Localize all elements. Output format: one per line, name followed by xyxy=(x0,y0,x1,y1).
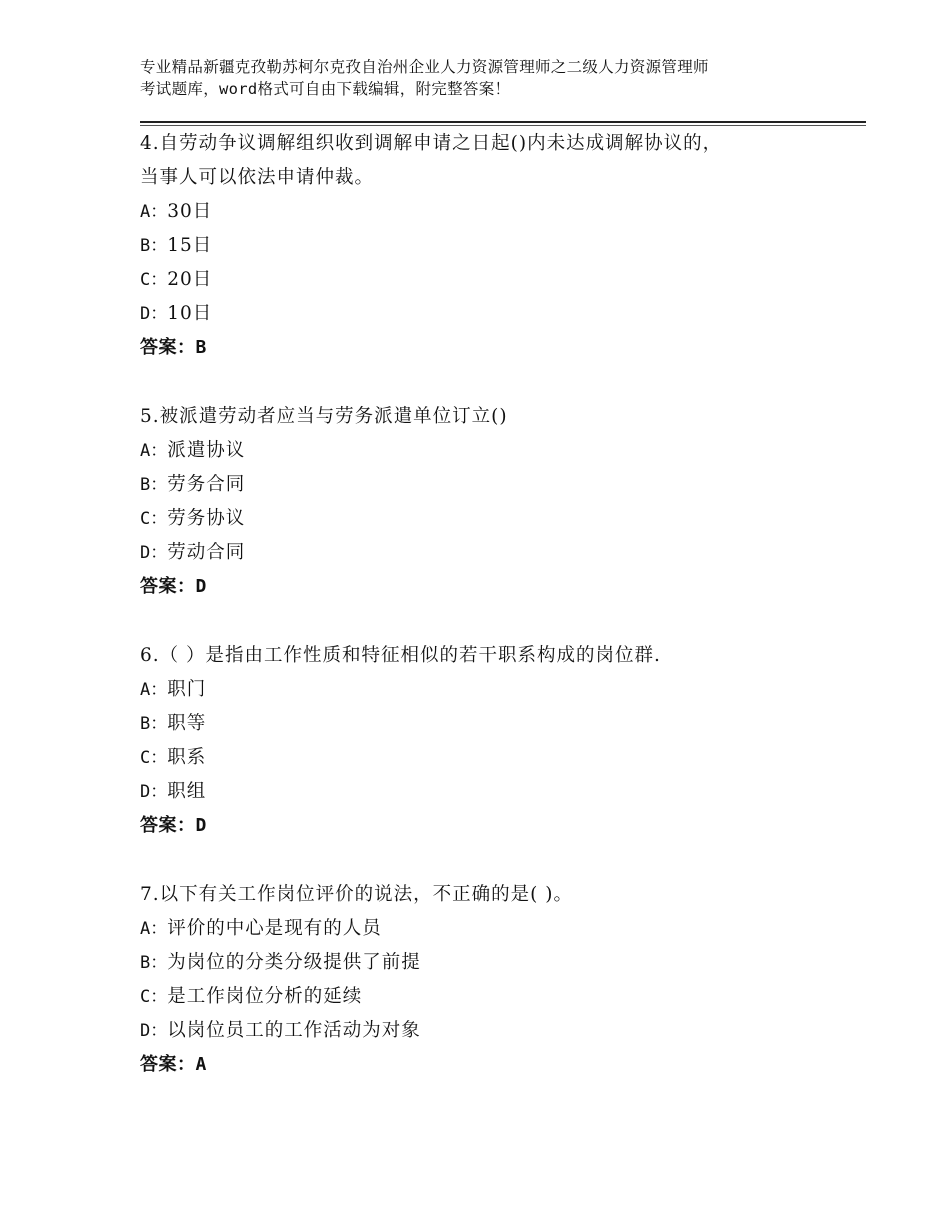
option-text: 为岗位的分类分级提供了前提 xyxy=(167,952,421,973)
option-letter: C： xyxy=(140,748,168,768)
option-letter: D： xyxy=(140,304,168,324)
header-divider-thin xyxy=(140,125,866,126)
option-a xyxy=(140,673,840,707)
option-text: 职门 xyxy=(167,679,207,700)
document-header xyxy=(140,56,830,100)
answer-value: D xyxy=(195,576,207,597)
option-text: 15日 xyxy=(167,235,213,256)
option-c xyxy=(140,502,840,536)
header-divider-thick xyxy=(140,121,866,123)
option-text: 职系 xyxy=(167,747,207,768)
option-d xyxy=(140,775,840,809)
option-b xyxy=(140,707,840,741)
question-stem: 5.被派遣劳动者应当与劳务派遣单位订立() xyxy=(140,406,508,427)
option-letter: A： xyxy=(140,680,168,700)
option-a xyxy=(140,434,840,468)
option-text: 劳务合同 xyxy=(167,474,246,495)
option-letter: A： xyxy=(140,919,168,939)
option-b xyxy=(140,229,840,263)
answer-label: 答案： xyxy=(140,1054,196,1075)
option-d xyxy=(140,297,840,331)
header-title-line1: 专业精品新疆克孜勒苏柯尔克孜自治州企业人力资源管理师之二级人力资源管理师 xyxy=(140,58,709,76)
option-letter: C： xyxy=(140,270,168,290)
option-b xyxy=(140,468,840,502)
option-a xyxy=(140,195,840,229)
option-text: 以岗位员工的工作活动为对象 xyxy=(167,1020,421,1041)
option-text: 职组 xyxy=(167,781,207,802)
option-d xyxy=(140,1014,840,1048)
option-text: 职等 xyxy=(167,713,207,734)
option-letter: B： xyxy=(140,953,168,973)
option-letter: C： xyxy=(140,987,168,1007)
option-c xyxy=(140,263,840,297)
option-c xyxy=(140,980,840,1014)
answer-label: 答案： xyxy=(140,815,196,836)
answer-label: 答案： xyxy=(140,337,196,358)
answer-value: B xyxy=(195,337,207,358)
answer-line xyxy=(140,331,840,365)
option-b xyxy=(140,946,840,980)
question-stem: 4.自劳动争议调解组织收到调解申请之日起()内未达成调解协议的， xyxy=(140,133,723,154)
question-7 xyxy=(140,878,840,1082)
option-letter: B： xyxy=(140,236,168,256)
option-text: 20日 xyxy=(167,269,213,290)
option-letter: B： xyxy=(140,475,168,495)
answer-line xyxy=(140,809,840,843)
answer-value: A xyxy=(195,1054,207,1075)
option-letter: A： xyxy=(140,441,168,461)
option-letter: D： xyxy=(140,543,168,563)
option-letter: A： xyxy=(140,202,168,222)
answer-value: D xyxy=(195,815,207,836)
question-stem-continued: 当事人可以依法申请仲裁。 xyxy=(140,167,375,188)
option-d xyxy=(140,536,840,570)
header-title-line2: 考试题库，word格式可自由下载编辑，附完整答案！ xyxy=(140,80,511,98)
option-letter: D： xyxy=(140,1021,168,1041)
option-text: 30日 xyxy=(167,201,213,222)
answer-line xyxy=(140,1048,840,1082)
option-text: 10日 xyxy=(167,303,213,324)
option-c xyxy=(140,741,840,775)
question-stem: 6.（ ）是指由工作性质和特征相似的若干职系构成的岗位群. xyxy=(140,645,661,666)
option-text: 评价的中心是现有的人员 xyxy=(167,918,382,939)
option-text: 派遣协议 xyxy=(167,440,246,461)
option-letter: D： xyxy=(140,782,168,802)
option-letter: C： xyxy=(140,509,168,529)
option-text: 劳动合同 xyxy=(167,542,246,563)
option-a xyxy=(140,912,840,946)
question-6 xyxy=(140,639,840,843)
option-text: 是工作岗位分析的延续 xyxy=(167,986,363,1007)
question-stem: 7.以下有关工作岗位评价的说法，不正确的是( )。 xyxy=(140,884,573,905)
question-5 xyxy=(140,400,840,604)
answer-line xyxy=(140,570,840,604)
option-text: 劳务协议 xyxy=(167,508,246,529)
answer-label: 答案： xyxy=(140,576,196,597)
option-letter: B： xyxy=(140,714,168,734)
question-4 xyxy=(140,127,840,365)
